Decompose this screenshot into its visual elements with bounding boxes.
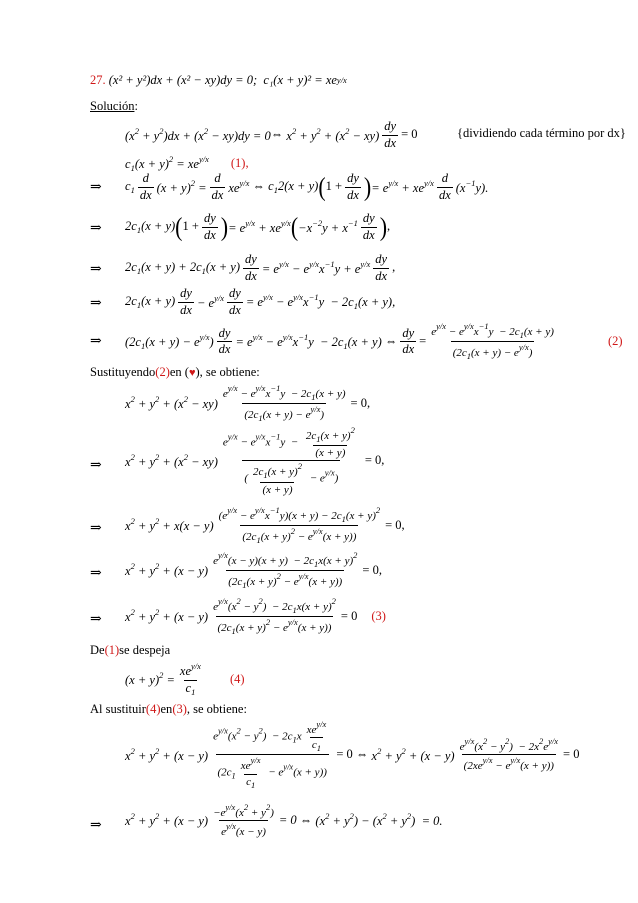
math-line-4: $2c_1(x + y)$ ( 1 + $\frac{dy}{dx}$ ) = $e^{y/x} + xe^{y/x}$ ( $-x^{-2}y + x^{-1}$ $\frac{dy}{dx}$ ) , — [125, 211, 391, 242]
math-line-15: $x^2 + y^2 + (x - y)$ $\frac{-e^{y/x}(x^2 + y^2)}{e^{y/x}(x - y)}$ = 0 ⇔ $(x^2 + y^2) - (x^2 + y^2) = 0$. — [125, 802, 443, 839]
math-line-14: $x^2 + y^2 + (x - y)$ $e^{y/x}(x^2 - y^2) - 2c_1x$ $\frac{xe^{y/x}}{c_1}$ ($2c_1$ $\frac{xe^{y/x}}{c_1}$ − $e^{y/x}(x + y)$) = 0 ⇔ $x^2 + y^2 + (x - y)$ $\frac{e^{y/x}(x^2 - y^2) - 2x^2e^{y/x}}{(2xe^{y/x} - e^{y/x}(x + y))}$ = 0 — [125, 719, 580, 790]
implies-symbol: ⇒ — [90, 334, 102, 349]
problem-number: 27. — [90, 73, 106, 87]
solution-label: Solución — [90, 99, 135, 113]
implies-symbol: ⇒ — [90, 180, 102, 195]
implies-symbol: ⇒ — [90, 296, 102, 311]
math-line-11: $x^2 + y^2 + (x - y)$ $\frac{e^{y/x}(x - y)(x + y) - 2c_1x(x + y)^2}{(2c_1(x + y)^2 - e^{y/x}(x + y))}$ = 0, — [125, 550, 382, 591]
heart-icon: ♥ — [188, 366, 196, 379]
ref-eq3: (3) — [371, 608, 386, 623]
math-line-10: $x^2 + y^2 + x(x - y)$ $\frac{(e^{y/x} - e^{y/x}x^{-1}y)(x + y) - 2c_1(x + y)^2}{(2c_1(x + y)^2 - e^{y/x}(x + y))}$ = 0, — [125, 505, 405, 546]
math-line-6: $2c_1(x + y)$ $\frac{dy}{dx}$ − $e^{y/x}$ $\frac{dy}{dx}$ = $e^{y/x} - e^{y/x}x^{-1}y - 2c_1(x + y)$, — [125, 286, 396, 317]
problem-equation: (x² + y²)dx + (x² − xy)dy = 0; — [108, 73, 258, 87]
problem-solution-exp: y/x — [336, 75, 347, 86]
isolate-text: De (1) se despeja — [90, 643, 171, 657]
math-line-5: $2c_1(x + y) + 2c_1(x + y)$ $\frac{dy}{dx}$ = $e^{y/x} - e^{y/x}x^{-1}y + e^{y/x}$ $\frac{dy}{dx}$ , — [125, 252, 396, 283]
math-line-12: $x^2 + y^2 + (x - y)$ $\frac{e^{y/x}(x^2 - y^2) - 2c_1x(x + y)^2}{(2c_1(x + y)^2 - e^{y/x}(x + y))}$ = 0 (3) — [125, 596, 386, 637]
implies-symbol: ⇒ — [90, 262, 102, 277]
solution-heading: Solución : — [90, 99, 138, 113]
implies-symbol: ⇒ — [90, 458, 102, 473]
math-line-2: $c_1(x + y)^2 = xe^{y/x}$ (1), — [125, 154, 249, 173]
implies-symbol: ⇒ — [90, 612, 102, 627]
ref-eq4: (4) — [229, 671, 245, 686]
implies-symbol: ⇒ — [90, 221, 102, 236]
math-line-8: $x^2 + y^2 + (x^2 - xy)$ $\frac{e^{y/x} - e^{y/x}x^{-1}y - 2c_1(x + y)}{(2c_1(x + y) - e^{y/x})}$ = 0, — [125, 383, 371, 424]
implies-symbol: ⇒ — [90, 818, 102, 833]
implies-symbol: ⇒ — [90, 521, 102, 536]
math-line-7: $(2c_1(x + y) - e^{y/x})$ $\frac{dy}{dx}$ = $e^{y/x} - e^{y/x}x^{-1}y - 2c_1(x + y)$ ⇔ $\frac{dy}{dx}$ = $\frac{e^{y/x} - e^{y/x}x^{-1}y - 2c_1(x + y)}{(2c_1(x + y) - e^{y/x})}$ — [125, 321, 554, 362]
math-line-1: $(x^2 + y^2)dx + (x^2 - xy)dy = 0$ ⇔ $x^2 + y^2 + (x^2 - xy)$ $\frac{dy}{dx}$ = 0 — [125, 119, 418, 150]
implies-symbol: ⇒ — [90, 566, 102, 581]
math-line-9: $x^2 + y^2 + (x^2 - xy)$ $e^{y/x} - e^{y/x}x^{-1}y$ − $\frac{2c_1(x + y)^2}{(x + y)}$ ( $\frac{2c_1(x + y)^2}{(x + y)}$ − $e^{y/x}$) = 0, — [125, 425, 385, 496]
substitution-text: Sustituyendo (2) en ( ♥ ), se obtiene: — [90, 365, 260, 379]
math-line-13: $(x + y)^2$ = $\frac{xe^{y/x}}{c_1}$ (4) — [125, 661, 245, 697]
ref-eq2: (2) — [608, 334, 623, 348]
substitution-text-2: Al sustituir (4) en (3) , se obtiene: — [90, 702, 247, 716]
ref-eq1: (1), — [230, 156, 249, 171]
comment-text: {dividiendo cada término por dx} — [457, 126, 626, 140]
problem-statement — [90, 74, 347, 88]
math-line-3: $c_1$ $\frac{d}{dx}$ $(x + y)^2$ = $\frac{d}{dx}$ $xe^{y/x}$ ⇔ $c_12(x + y)$ ( 1 + $\frac{dy}{dx}$ ) = $e^{y/x} + xe^{y/x}$ $\frac{d}{dx}$ $(x^{-1}y)$. — [125, 171, 489, 202]
problem-solution-family: c₁(x + y)² = xe — [263, 73, 337, 87]
